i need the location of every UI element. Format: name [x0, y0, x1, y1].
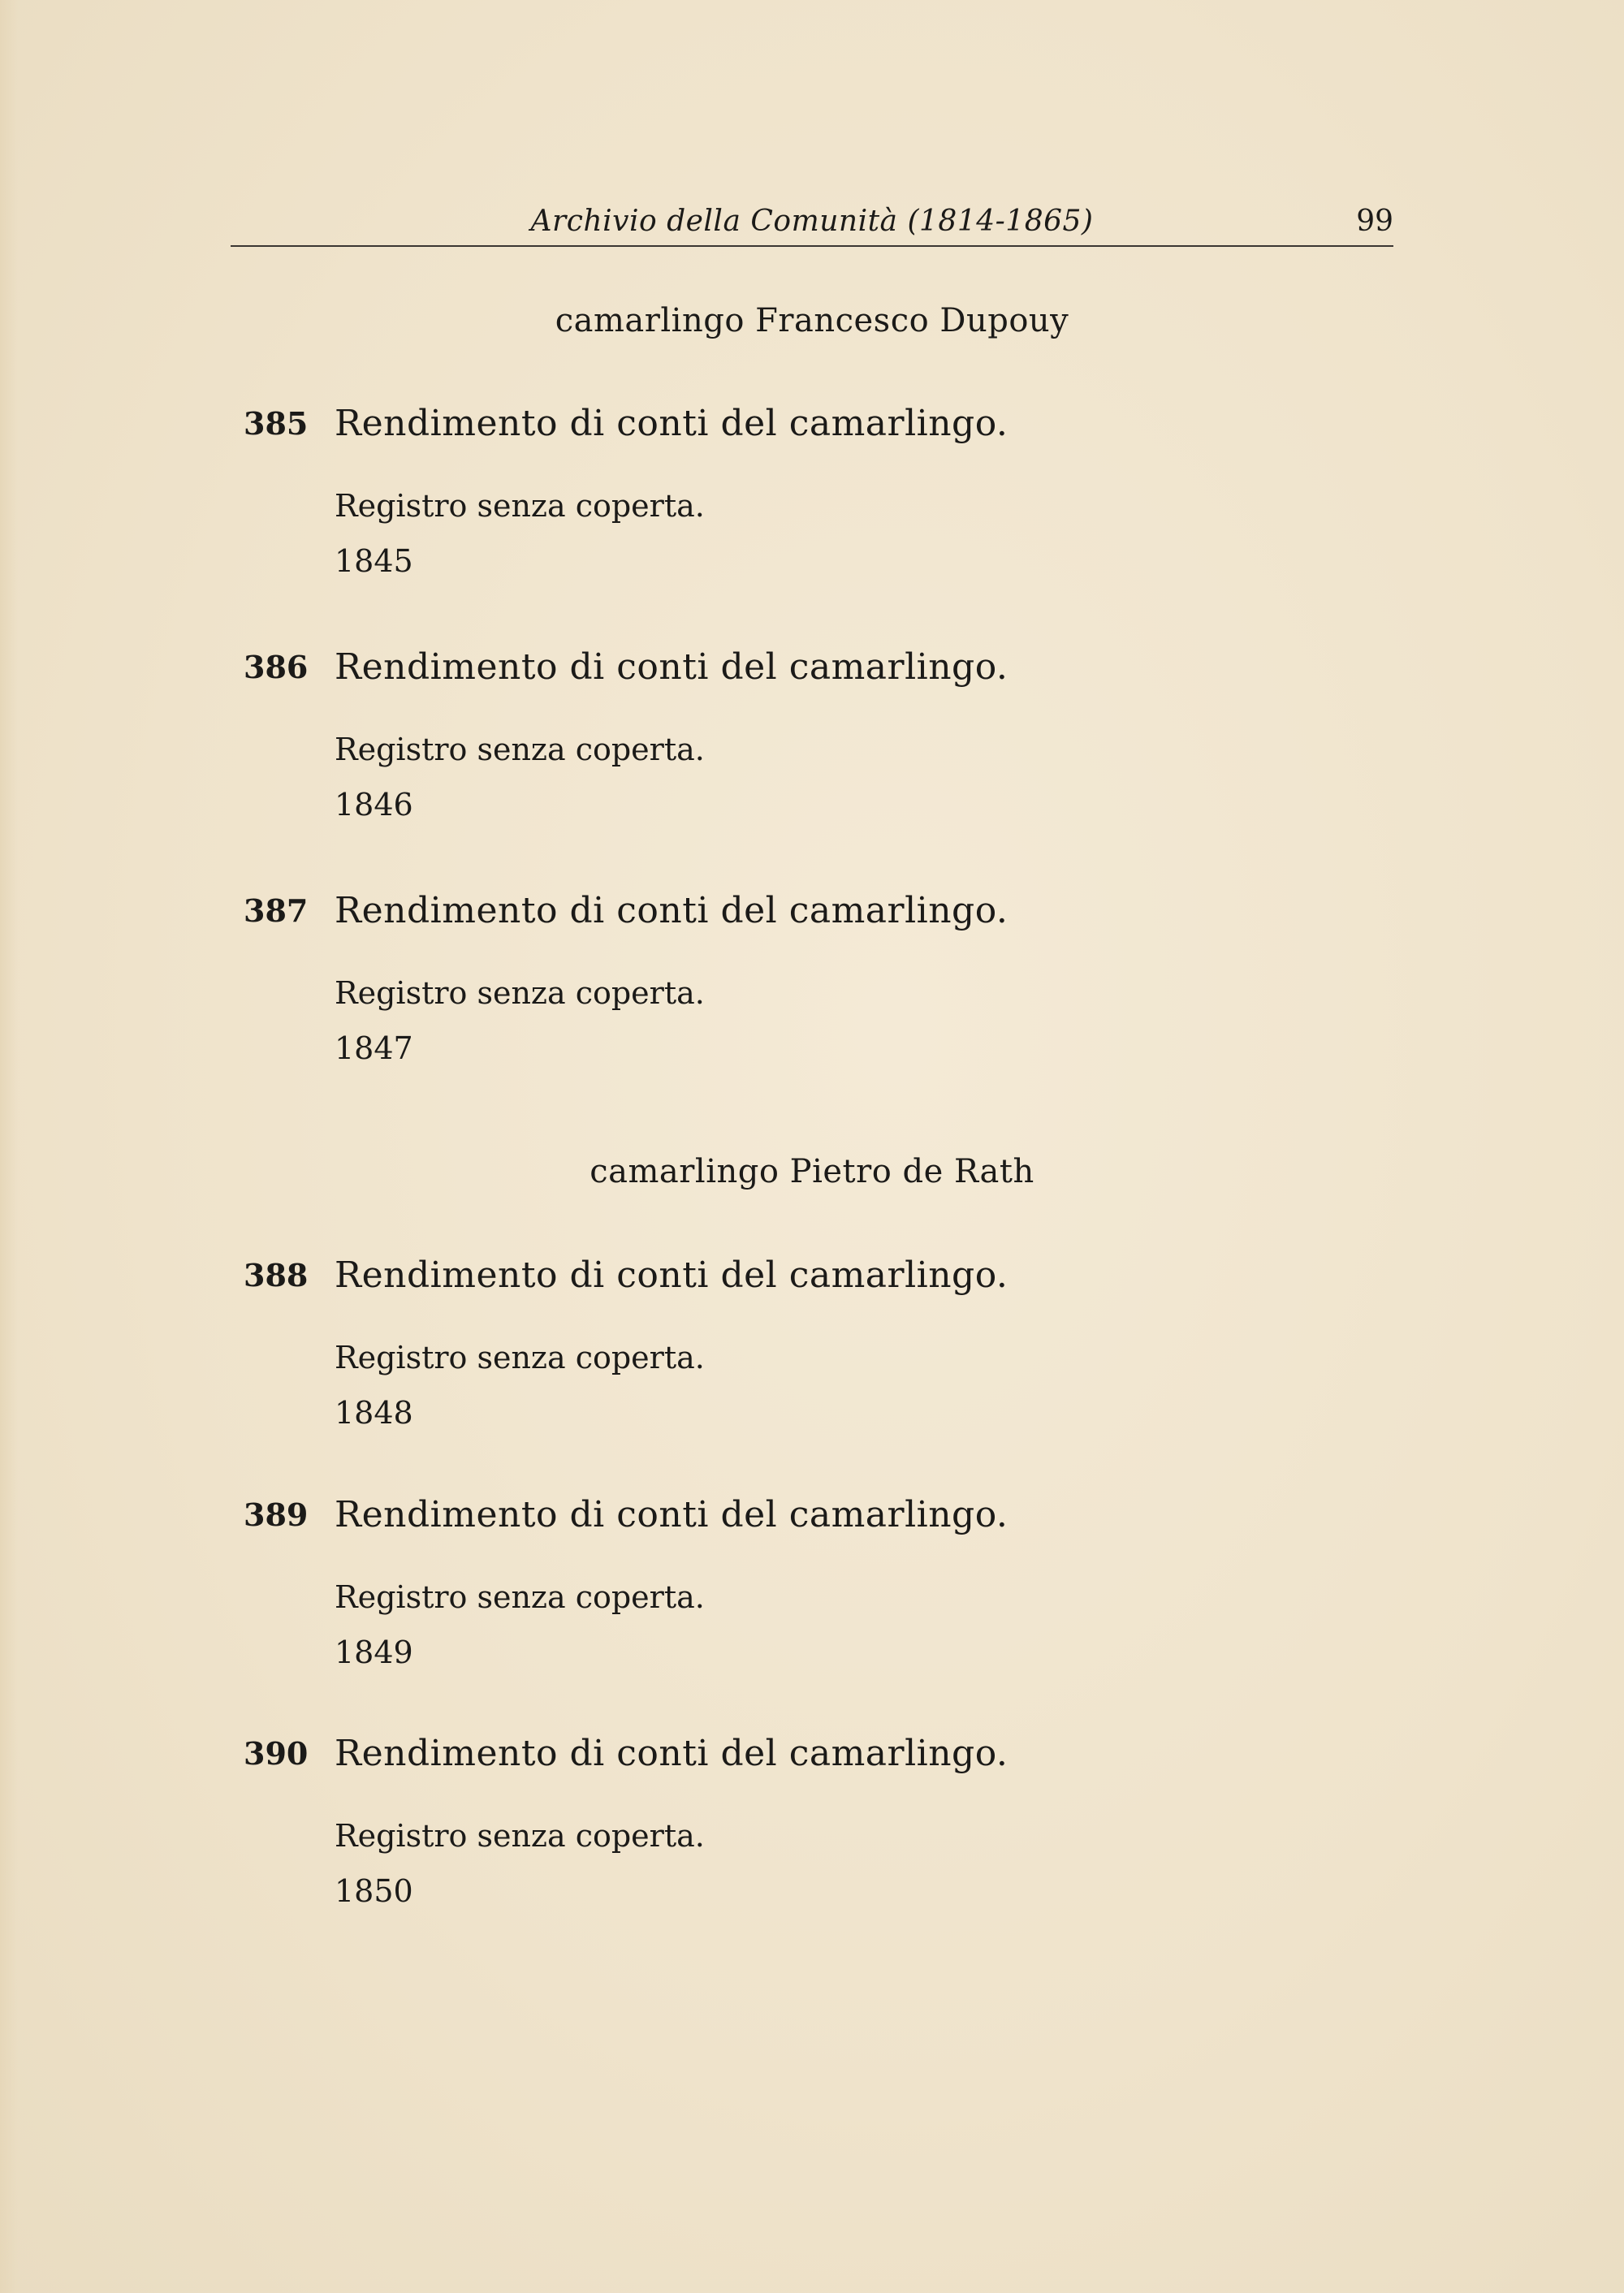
entry-number: 390	[244, 1735, 309, 1772]
entry-title: Rendimento di conti del camarlingo.	[335, 403, 1009, 444]
entry-description: Registro senza coperta.	[335, 488, 705, 524]
entry-title: Rendimento di conti del camarlingo.	[335, 1254, 1009, 1296]
entry-description: Registro senza coperta.	[335, 975, 705, 1011]
entry-date: 1845	[335, 543, 413, 579]
section-heading: camarlingo Francesco Dupouy	[555, 302, 1069, 339]
entry-date: 1847	[335, 1030, 413, 1066]
entry-title: Rendimento di conti del camarlingo.	[335, 1733, 1009, 1774]
entry-date: 1849	[335, 1634, 413, 1670]
entry-date: 1850	[335, 1873, 413, 1909]
entry-description: Registro senza coperta.	[335, 1818, 705, 1854]
archive-entry	[244, 1492, 1299, 1704]
archive-entry	[244, 1731, 1299, 1942]
entry-number: 386	[244, 649, 309, 685]
archive-entry	[244, 888, 1299, 1099]
entry-title: Rendimento di conti del camarlingo.	[335, 646, 1009, 688]
entry-number: 388	[244, 1257, 309, 1293]
entry-description: Registro senza coperta.	[335, 732, 705, 767]
page-number: 99	[1356, 205, 1393, 238]
page-fold-shadow	[0, 0, 18, 2293]
section-heading: camarlingo Pietro de Rath	[590, 1153, 1034, 1190]
entry-number: 385	[244, 405, 309, 442]
entry-number: 387	[244, 892, 309, 929]
archive-entry	[244, 1253, 1299, 1464]
archive-entry	[244, 645, 1299, 856]
entry-title: Rendimento di conti del camarlingo.	[335, 1494, 1009, 1535]
running-header	[231, 203, 1393, 247]
running-header-title: Archivio della Comunità (1814-1865)	[530, 205, 1094, 238]
entry-title: Rendimento di conti del camarlingo.	[335, 890, 1009, 931]
entry-number: 389	[244, 1496, 309, 1533]
entry-description: Registro senza coperta.	[335, 1579, 705, 1615]
archive-entry	[244, 401, 1299, 612]
entry-description: Registro senza coperta.	[335, 1340, 705, 1375]
entry-date: 1846	[335, 787, 413, 823]
entry-date: 1848	[335, 1395, 413, 1431]
